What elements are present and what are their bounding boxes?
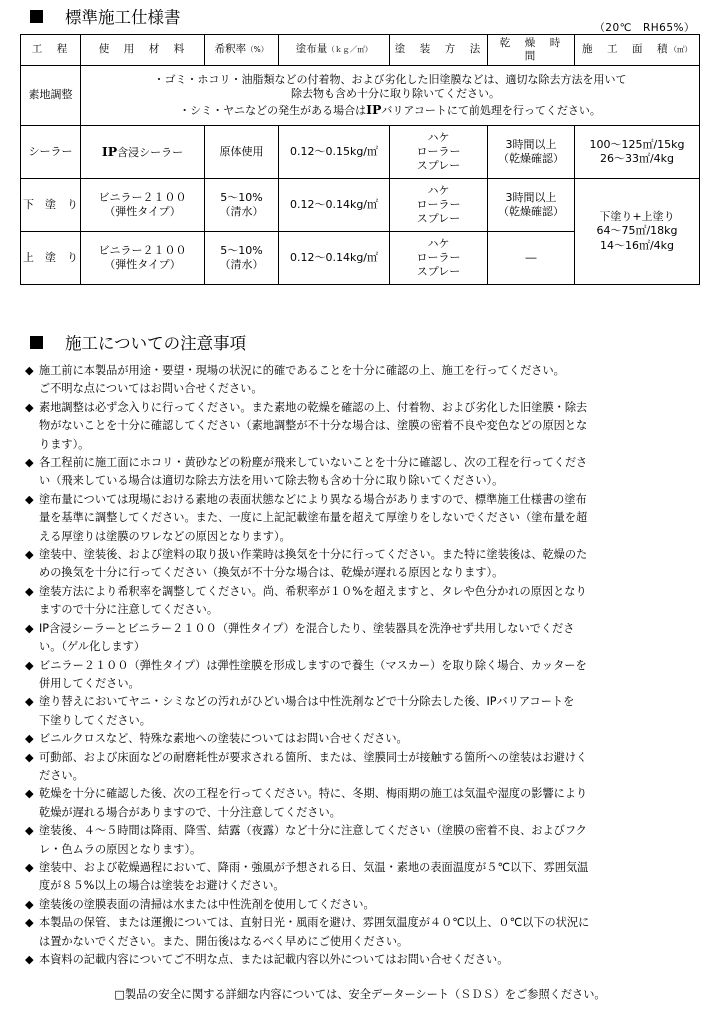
note-item xyxy=(25,362,700,399)
method-roller: ローラー xyxy=(416,144,461,158)
note-text xyxy=(39,730,700,748)
header-dilution xyxy=(205,35,279,66)
undercoat-dilution xyxy=(205,179,279,232)
note-line: ります）。 xyxy=(39,437,90,451)
drying-note: （乾燥確認） xyxy=(498,205,564,218)
dilution-solvent: （清水） xyxy=(219,258,264,271)
note-line: 塗装方法により希釈率を調整してください。尚、希釈率が１０%を超えますと、タレや色分かれの原因となり xyxy=(39,584,587,598)
diamond-bullet-icon: ◆ xyxy=(25,916,34,930)
note-line: い。（ゲル化します） xyxy=(39,640,146,654)
material-type: （弾性タイプ） xyxy=(104,258,181,271)
note-line: 乾燥が遅れる場合がありますので、十分注意してください。 xyxy=(39,805,341,819)
note-line: ビニルクロスなど、特殊な素地への塗装についてはお問い合せください。 xyxy=(39,732,408,746)
area-line-1: 100～125㎡/15kg xyxy=(589,137,685,151)
drying-time: 3時間以上 xyxy=(505,190,557,204)
note-text xyxy=(39,657,700,694)
header-method: 塗 装 方 法 xyxy=(390,35,488,66)
method-brush: ハケ xyxy=(427,130,450,144)
diamond-bullet-icon: ◆ xyxy=(25,695,34,709)
note-line: 乾燥を十分に確認した後、次の工程を行ってください。特に、冬期、梅雨期の施工は気温や湿度の影響により xyxy=(39,787,588,801)
note-item xyxy=(25,454,700,491)
note-line: IP含浸シーラーとビニラー２１００（弾性タイプ）を混合したり、塗装器具を洗浄せず共用しないでくださ xyxy=(39,621,575,635)
header-area-label: 施 工 面 積 xyxy=(582,43,670,56)
combined-area-line-3: 14～16㎡/4kg xyxy=(599,238,675,252)
note-line: 併用してください。 xyxy=(39,676,140,690)
sealer-material xyxy=(81,126,205,179)
note-line: い（飛来している場合は適切な除去方法を用いて除去物も含め十分に取り除いてください）。 xyxy=(39,474,504,488)
note-line: 物がないことを十分に確認してください（素地調整が不十分な場合は、塗膜の密着不良や変色などの原因とな xyxy=(39,419,588,433)
header-material: 使 用 材 料 xyxy=(81,35,205,66)
ip-logo: IP xyxy=(366,101,382,117)
undercoat-coverage: 0.12～0.14kg/㎡ xyxy=(279,179,390,232)
note-item xyxy=(25,399,700,454)
prep-description xyxy=(81,66,700,126)
dilution-rate: 5～10% xyxy=(220,190,263,204)
dilution-rate: 5～10% xyxy=(220,243,263,257)
topcoat-coverage: 0.12～0.14kg/㎡ xyxy=(279,232,390,285)
note-line: 施工前に本製品が用途・要望・現場の状況に的確であることを十分に確認の上、施工を行ってください。 xyxy=(39,364,565,377)
test-condition: （20℃ RH65%） xyxy=(594,22,695,34)
combined-area-label: 下塗り+上塗り xyxy=(599,210,675,224)
note-item xyxy=(25,620,700,657)
table-header-row xyxy=(21,35,700,66)
note-line: は置かないでください。また、開缶後はなるべく早めにご使用ください。 xyxy=(39,934,409,948)
note-text xyxy=(39,583,700,620)
black-square-icon xyxy=(30,10,43,23)
diamond-bullet-icon: ◆ xyxy=(25,824,34,838)
note-item xyxy=(25,859,700,896)
spec-table xyxy=(20,34,700,285)
note-text xyxy=(39,951,700,969)
note-line: 塗装中、塗装後、および塗料の取り扱い作業時は換気を十分に行ってください。また特に塗装後は、乾燥のた xyxy=(39,548,588,562)
note-line: ビニラー２１００（弾性タイプ）は弾性塗膜を形成しますので養生（マスカー）を取り除く場合、カッターを xyxy=(39,658,587,672)
note-line: ますので十分に注意してください。 xyxy=(39,603,219,617)
undercoat-material xyxy=(81,179,205,232)
note-item xyxy=(25,896,700,914)
note-item xyxy=(25,822,700,859)
note-text xyxy=(39,454,700,491)
note-line: 塗装中、および乾燥過程において、降雨・強風が予想される日、気温・素地の表面温度が５℃以下、雰囲気温 xyxy=(39,860,589,874)
note-text xyxy=(39,822,700,859)
prep-line-1: ・ゴミ・ホコリ・油脂類などの付着物、および劣化した旧塗膜などは、適切な除去方法を用いて xyxy=(153,73,627,87)
sealer-material-name: 含浸シーラー xyxy=(117,145,184,159)
note-text xyxy=(39,546,700,583)
spec-title-text: 標準施工仕様書 xyxy=(65,8,181,27)
material-type: （弾性タイプ） xyxy=(104,205,181,218)
diamond-bullet-icon: ◆ xyxy=(25,492,34,506)
method-brush: ハケ xyxy=(427,236,450,250)
diamond-bullet-icon: ◆ xyxy=(25,750,34,764)
note-line: 本資料の記載内容についてご不明な点、または記載内容以外についてはお問い合せください。 xyxy=(39,953,509,966)
sds-reference: □製品の安全に関する詳細な内容については、安全データーシート（ＳＤＳ）をご参照ください。 xyxy=(114,988,606,1001)
note-text xyxy=(39,749,700,786)
note-item xyxy=(25,546,700,583)
note-text xyxy=(39,914,700,951)
diamond-bullet-icon: ◆ xyxy=(25,953,34,966)
method-brush: ハケ xyxy=(427,183,450,197)
prep-line-3a: ・シミ・ヤニなどの発生がある場合は xyxy=(179,103,367,117)
note-text xyxy=(39,785,700,822)
note-line: レ・色ムラの原因となります）。 xyxy=(39,842,202,856)
table-row-undercoat xyxy=(21,179,700,232)
combined-area xyxy=(575,179,700,285)
note-line: 各工程前に施工面にホコリ・黄砂などの粉塵が飛来していないことを十分に確認し、次の工程を行ってくださ xyxy=(39,456,588,470)
note-line: 本製品の保管、または運搬については、直射日光・風雨を避け、雰囲気温度が４０℃以上、０℃以下の状況に xyxy=(39,916,590,930)
area-line-2: 26～33㎡/4kg xyxy=(599,152,675,165)
diamond-bullet-icon: ◆ xyxy=(25,400,34,414)
undercoat-method xyxy=(390,179,488,232)
dilution-solvent: （清水） xyxy=(219,205,264,218)
topcoat-dilution xyxy=(205,232,279,285)
header-coverage-label: 塗布量 xyxy=(295,43,328,56)
topcoat-drying: ― xyxy=(488,232,575,285)
undercoat-drying xyxy=(488,179,575,232)
prep-process: 素地調整 xyxy=(21,66,81,126)
header-dilution-label: 希釈率 xyxy=(214,43,247,56)
notes-section-title xyxy=(30,330,246,354)
header-dilution-unit: （%） xyxy=(246,45,269,55)
note-item xyxy=(25,951,700,969)
method-roller: ローラー xyxy=(416,197,461,211)
diamond-bullet-icon: ◆ xyxy=(25,732,34,746)
notes-title-text: 施工についての注意事項 xyxy=(65,334,247,353)
note-text xyxy=(39,896,700,914)
note-item xyxy=(25,657,700,694)
material-name: ビニラー２１００ xyxy=(98,243,187,257)
sealer-process: シーラー xyxy=(21,126,81,179)
note-line: 量を基準に調整してください。また、一度に上記記載塗布量を超えて厚塗りをしないでください（塗布量を超 xyxy=(39,511,588,525)
note-line: 下塗りしてください。 xyxy=(39,713,151,727)
note-line: 素地調整は必ず念入りに行ってください。また素地の乾燥を確認の上、付着物、および劣化した旧塗膜・除去 xyxy=(39,400,588,414)
note-line: 度が８５%以上の場合は塗装をお避けください。 xyxy=(39,879,285,893)
header-coverage xyxy=(279,35,390,66)
note-line: ださい。 xyxy=(39,768,84,782)
topcoat-method xyxy=(390,232,488,285)
header-area-unit: （㎡） xyxy=(669,45,692,55)
table-row-sealer xyxy=(21,126,700,179)
note-line: 可動部、および床面などの耐磨耗性が要求される箇所、または、塗膜同士が接触する箇所への塗装はお避けく xyxy=(39,750,588,764)
sealer-drying xyxy=(488,126,575,179)
note-line: めの換気を十分に行ってください（換気が不十分な場合は、乾燥が遅れる原因となります）。 xyxy=(39,566,504,580)
note-line: える厚塗りは塗膜のワレなどの原因となります）。 xyxy=(39,529,291,543)
diamond-bullet-icon: ◆ xyxy=(25,897,34,911)
diamond-bullet-icon: ◆ xyxy=(25,658,34,672)
header-area xyxy=(575,35,700,66)
note-item xyxy=(25,914,700,951)
header-process: 工 程 xyxy=(21,35,81,66)
sealer-dilution: 原体使用 xyxy=(205,126,279,179)
note-item xyxy=(25,785,700,822)
note-item xyxy=(25,749,700,786)
undercoat-process: 下 塗 り xyxy=(21,179,81,232)
note-line: ご不明な点についてはお問い合せください。 xyxy=(39,382,263,396)
drying-time: 3時間以上 xyxy=(505,137,557,151)
notes-list xyxy=(25,362,700,969)
diamond-bullet-icon: ◆ xyxy=(25,860,34,874)
diamond-bullet-icon: ◆ xyxy=(25,787,34,801)
note-text xyxy=(39,693,700,730)
note-text xyxy=(39,362,700,399)
note-line: 塗布量については現場における素地の表面状態などにより異なる場合がありますので、標準施工仕様書の塗布 xyxy=(39,492,587,506)
sealer-method xyxy=(390,126,488,179)
topcoat-material xyxy=(81,232,205,285)
note-item xyxy=(25,491,700,546)
note-item xyxy=(25,730,700,748)
diamond-bullet-icon: ◆ xyxy=(25,584,34,598)
sealer-coverage: 0.12～0.15kg/㎡ xyxy=(279,126,390,179)
topcoat-process: 上 塗 り xyxy=(21,232,81,285)
prep-line-2: 除去物も含め十分に取り除いてください。 xyxy=(291,87,500,101)
method-spray: スプレー xyxy=(416,265,461,279)
diamond-bullet-icon: ◆ xyxy=(25,364,34,377)
material-name: ビニラー２１００ xyxy=(98,190,187,204)
note-text xyxy=(39,859,700,896)
prep-line-3b: バリアコートにて前処理を行ってください。 xyxy=(381,103,601,117)
note-item xyxy=(25,693,700,730)
note-line: 塗り替えにおいてヤニ・シミなどの汚れがひどい場合は中性洗剤などで十分除去した後、IPバリアコートを xyxy=(39,695,575,709)
diamond-bullet-icon: ◆ xyxy=(25,548,34,562)
note-text xyxy=(39,491,700,546)
spec-section-title xyxy=(30,4,181,28)
sealer-area xyxy=(575,126,700,179)
ip-logo: IP xyxy=(101,143,118,159)
note-text xyxy=(39,399,700,454)
drying-note: （乾燥確認） xyxy=(498,152,564,165)
combined-area-line-2: 64～75㎡/18kg xyxy=(596,224,678,238)
note-line: 塗装後、４～５時間は降雨、降雪、結露（夜露）など十分に注意してください（塗膜の密着不良、およびフク xyxy=(39,824,587,838)
method-roller: ローラー xyxy=(416,250,461,264)
diamond-bullet-icon: ◆ xyxy=(25,456,34,470)
method-spray: スプレー xyxy=(416,159,461,173)
header-drying: 乾 燥 時 間 xyxy=(488,35,575,66)
note-text xyxy=(39,620,700,657)
prep-line-3 xyxy=(83,102,697,118)
diamond-bullet-icon: ◆ xyxy=(25,621,34,635)
header-coverage-unit: （ｋｇ／㎡） xyxy=(327,45,373,55)
note-line: 塗装後の塗膜表面の清掃は水または中性洗剤を使用してください。 xyxy=(39,897,375,911)
table-row-prep xyxy=(21,66,700,126)
note-item xyxy=(25,583,700,620)
method-spray: スプレー xyxy=(416,212,461,226)
black-square-icon xyxy=(30,336,43,349)
